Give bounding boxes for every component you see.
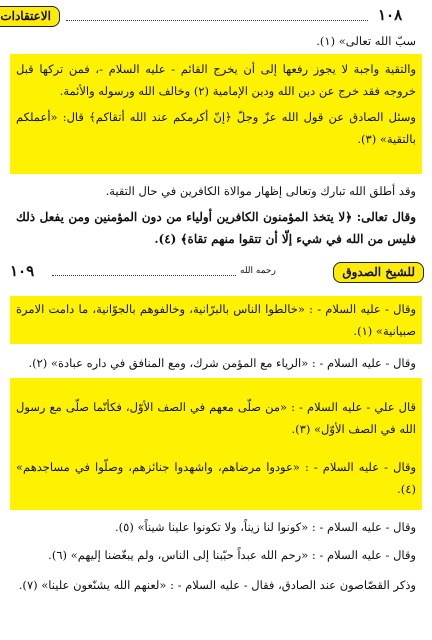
quran-verse: وقال تعالى: ﴿لا يتخذ المؤمنون الكافرين أولياء من دون المؤمنين ومن يفعل ذلك فليس من الله في شيء إلّا أن تتقوا منهم تقاة﴾ (٤).	[16, 210, 416, 246]
header-dotted-line	[66, 20, 368, 21]
header-dotted-line-2	[52, 275, 236, 276]
paragraph-5: وقال - عليه السلام - : «خالطوا الناس بالبرّانية، وخالفوهم بالجوّانية، ما دامت الامرة صبيانية» (١).	[16, 302, 416, 338]
page-number-mid: ١٠٩	[10, 262, 35, 280]
paragraph-11: وذكر القصّاصون عند الصادق، فقال - عليه السلام - : «لعنهم الله يشنّعون علينا» (٧).	[18, 578, 416, 592]
author-title: للشيخ الصدوق	[333, 262, 424, 283]
paragraph-6: وقال - عليه السلام - : «الرياء مع المؤمن شرك، ومع المنافق في داره عبادة» (٢).	[28, 356, 416, 370]
paragraph-2: والتقية واجبة لا يجوز رفعها إلى أن يخرج القائم - عليه السلام -، فمن تركها قبل خروجه فقد خرج عن دين الله ودين الإمامية (٢) وخالف الله ورسوله والأئمة.	[16, 62, 416, 98]
chapter-title: الاعتقادات	[0, 6, 60, 27]
paragraph-3: وسئل الصادق عن قول الله عزّ وجلّ ﴿إنّ أكرمكم عند الله أتقاكم﴾ قال: «أعملكم بالتقية» (٣).	[16, 110, 416, 146]
author-honorific: رحمه الله	[240, 266, 276, 276]
paragraph-1: سبّ الله تعالى» (١).	[316, 34, 416, 48]
page-number-top: ١٠٨	[378, 6, 403, 24]
paragraph-7: قال علي - عليه السلام - : «من صلّى معهم في الصف الأوّل، فكأنّما صلّى مع رسول الله في الصف الأوّل» (٣).	[16, 400, 416, 436]
paragraph-10: وقال - عليه السلام - : «رحم الله عبداً حبّبنا إلى الناس، ولم يبغّضنا إليهم» (٦).	[48, 548, 416, 562]
paragraph-8: وقال - عليه السلام - : «عودوا مرضاهم، واشهدوا جنائزهم، وصلّوا في مساجدهم» (٤).	[16, 460, 416, 496]
mid-header	[0, 262, 432, 284]
paragraph-4: وقد أطلق الله تبارك وتعالى إظهار موالاة الكافرين في حال التقية.	[105, 184, 416, 198]
top-header	[0, 6, 432, 28]
paragraph-9: وقال - عليه السلام - : «كونوا لنا زيناً، ولا تكونوا علينا شيناً» (٥).	[114, 520, 416, 534]
